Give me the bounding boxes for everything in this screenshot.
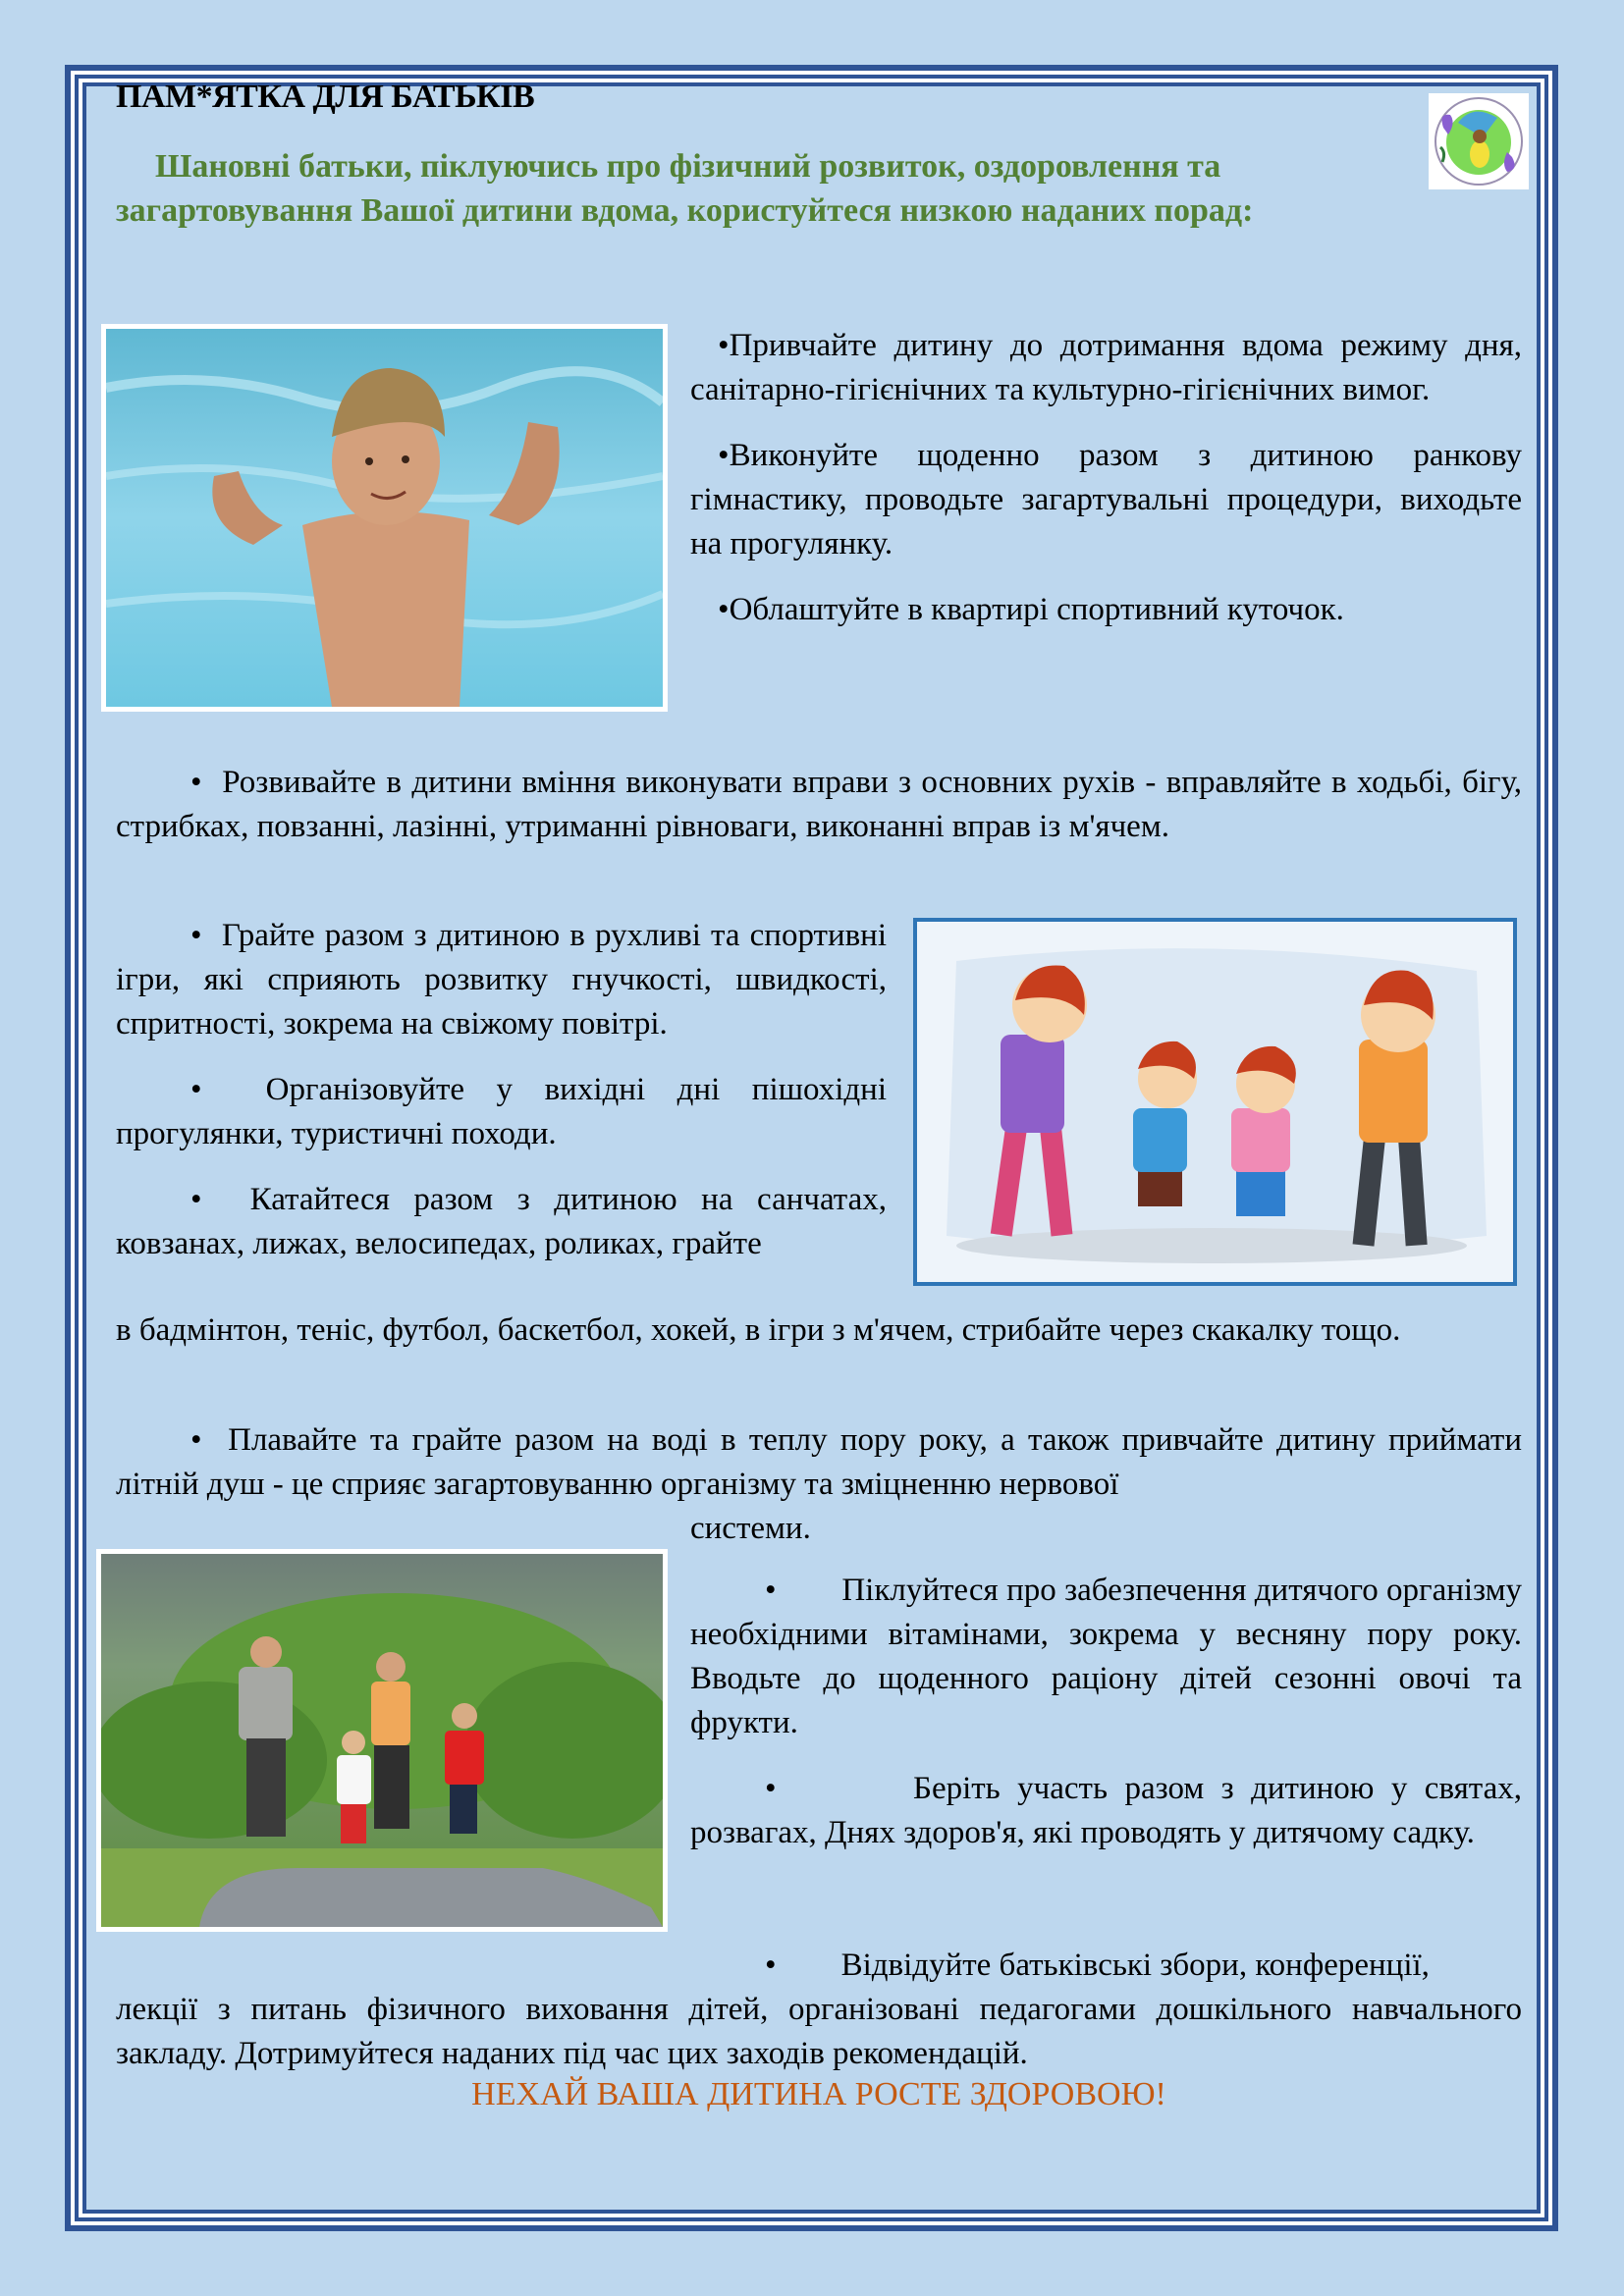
tip-parent-meetings: • Відвідуйте батьківські збори, конференції,: [765, 1948, 1430, 1983]
tip-swimming: • Плавайте та грайте разом на воді в теплу пору року, а також привчайте дитину приймати літній душ - це сприяє загартовуванню організму та зміцненню нервової: [116, 1422, 1522, 1502]
tip-winter-sports: • Катайтеся разом з дитиною на санчатах, ковзанах, лижах, велосипедах, роликах, грайте: [116, 1182, 887, 1261]
tip-basic-movements: • Розвивайте в дитини вміння виконувати вправи з основних рухів - вправляйте в ходьбі, бігу, стрибках, повзанні, лазінні, утриманні рівноваги, виконанні вправ із м'ячем.: [116, 765, 1523, 844]
section-1-list: [690, 324, 1522, 654]
tip-swimming-tail: системи.: [690, 1511, 811, 1546]
image-family-exercising-cartoon: [913, 918, 1517, 1286]
section-4: [116, 1418, 1522, 1551]
section-6-first-line: [690, 1944, 1522, 1988]
section-6-rest: [116, 1988, 1522, 2076]
intro-paragraph: Шановні батьки, піклуючись про фізичний розвиток, оздоровлення та загартовування Вашої дитини вдома, користуйтеся низкою наданих порад:: [116, 148, 1254, 229]
tip-sports-corner: •Облаштуйте в квартирі спортивний куточок.: [718, 592, 1344, 627]
kindergarten-logo-icon: [1429, 93, 1529, 189]
section-3-continuation: [116, 1308, 1522, 1374]
tip-weekend-hikes: • Організовуйте у вихідні дні пішохідні прогулянки, туристичні походи.: [116, 1072, 888, 1151]
tip-winter-sports-continued: в бадмінтон, теніс, футбол, баскетбол, хокей, в ігри з м'ячем, стрибайте через скакалку тощо.: [116, 1312, 1401, 1348]
tip-daily-routine: •Привчайте дитину до дотримання вдома режиму дня, санітарно-гігієнічних та культурно-гігієнічних вимог.: [690, 328, 1522, 407]
tip-kindergarten-events: • Беріть участь разом з дитиною у святах, розвагах, Днях здоров'я, які проводять у дитячому садку.: [690, 1771, 1522, 1850]
section-2: [116, 761, 1522, 871]
tip-morning-exercise: •Виконуйте щоденно разом з дитиною ранкову гімнастику, проводьте загартувальні процедури, виходьте на прогулянку.: [690, 438, 1522, 561]
tip-parent-meetings-continued: лекції з питань фізичного виховання дітей, організовані педагогами дошкільного навчального закладу. Дотримуйтеся наданих під час цих заходів рекомендацій.: [116, 1992, 1522, 2071]
page-title: ПАМ*ЯТКА ДЛЯ БАТЬКІВ: [116, 79, 535, 115]
section-3-list: [116, 914, 887, 1266]
closing-slogan: НЕХАЙ ВАША ДИТИНА РОСТЕ ЗДОРОВОЮ!: [471, 2076, 1166, 2112]
section-5-list: [690, 1569, 1522, 1877]
photo-family-jogging: [96, 1549, 668, 1932]
tip-active-games: • Грайте разом з дитиною в рухливі та спортивні ігри, які сприяють розвитку гнучкості, швидкості, спритності, зокрема на свіжому повітрі.: [116, 918, 888, 1041]
photo-boy-flexing: [101, 324, 668, 712]
tip-vitamins: • Піклуйтеся про забезпечення дитячого організму необхідними вітамінами, зокрема у весняну пору року. Вводьте до щоденного раціону дітей сезонні овочі та фрукти.: [690, 1573, 1523, 1740]
